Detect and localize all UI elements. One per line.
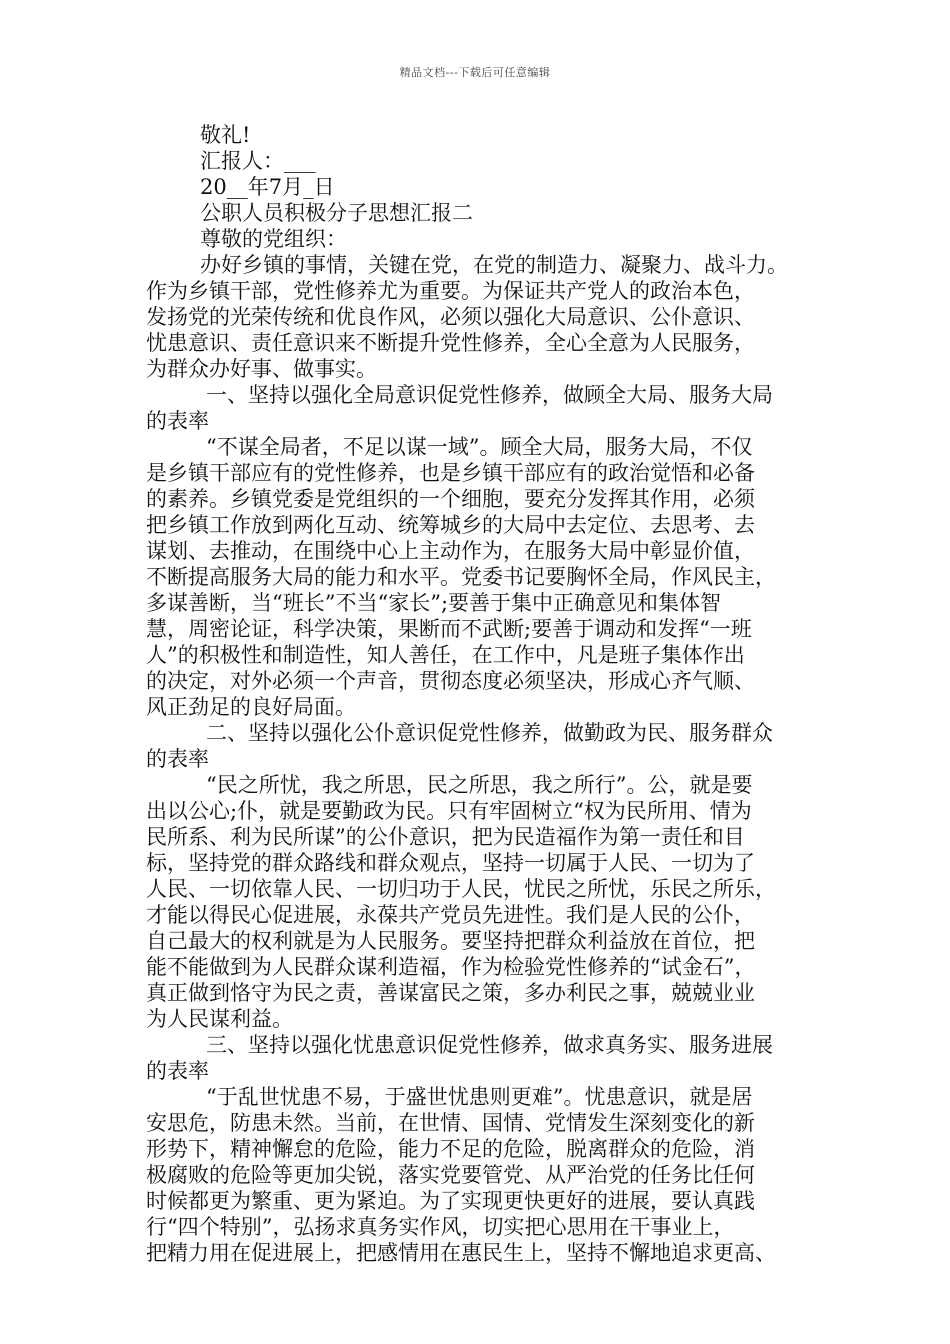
text-line: 谋划、去推动，在围绕中心上主动作为，在服务大局中彰显价值， [146, 539, 755, 563]
text-line: 发扬党的光荣传统和优良作风，必须以强化大局意识、公仆意识、 [146, 305, 755, 329]
document-body [146, 122, 826, 1266]
date-line: 20__年7月_日 [200, 175, 335, 199]
text-line: 民所系、利为民所谋”的公仆意识，把为民造福作为第一责任和目 [146, 825, 745, 849]
paragraph-section-1 [146, 434, 826, 720]
text-line: 多谋善断，当“班长”不当“家长”;要善于集中正确意见和集体智 [146, 591, 722, 615]
text-line: 慧，周密论证，科学决策，果断而不武断;要善于调动和发挥“一班 [146, 617, 752, 641]
text-line: 时候都更为繁重、更为紧迫。为了实现更快更好的进展，要认真践 [146, 1189, 755, 1213]
text-line: 标，坚持党的群众路线和群众观点，坚持一切属于人民、一切为了 [146, 851, 755, 875]
text-line: 为人民谋利益。 [146, 1007, 293, 1031]
paragraph-section-3 [146, 1084, 826, 1266]
text-line: “于乱世忧患不易，于盛世忧患则更难”。忧患意识，就是居 [206, 1085, 753, 1109]
text-line: 的决定，对外必须一个声音，贯彻态度必须坚决，形成心齐气顺、 [146, 669, 755, 693]
heading-line: 二、坚持以强化公仆意识促党性修养，做勤政为民、服务群众 [206, 721, 773, 745]
text-line: 行“四个特别”，弘扬求真务实作风，切实把心思用在干事业上， [146, 1215, 735, 1239]
text-line: 形势下，精神懈怠的危险，能力不足的危险，脱离群众的危险，消 [146, 1137, 755, 1161]
paragraph-intro [146, 252, 826, 382]
text-line: 才能以得民心促进展，永葆共产党员先进性。我们是人民的公仆， [146, 903, 755, 927]
heading-line: 的表率 [146, 1059, 209, 1083]
section-heading-3 [146, 1032, 826, 1084]
text-line: 忧患意识、责任意识来不断提升党性修养，全心全意为人民服务， [146, 331, 755, 355]
text-line: 真正做到恪守为民之责，善谋富民之策，多办利民之事，兢兢业业 [146, 981, 755, 1005]
text-line: 风正劲足的良好局面。 [146, 695, 356, 719]
document-title: 公职人员积极分子思想汇报二 [200, 201, 473, 225]
page-header: 精品文档---下载后可任意编辑 [399, 66, 551, 79]
heading-line: 三、坚持以强化忧患意识促党性修养，做求真务实、服务进展 [206, 1033, 773, 1057]
text-line: 为群众办好事、做事实。 [146, 357, 377, 381]
heading-line: 的表率 [146, 747, 209, 771]
paragraph-section-2 [146, 772, 826, 1032]
text-line: 极腐败的危险等更加尖锐，落实党要管党、从严治党的任务比任何 [146, 1163, 755, 1187]
heading-line: 一、坚持以强化全局意识促党性修养，做顾全大局、服务大局 [206, 383, 773, 407]
section-heading-1 [146, 382, 826, 434]
text-line: 把精力用在促进展上，把感情用在惠民生上，坚持不懈地追求更高、 [146, 1241, 776, 1265]
text-line: 人”的积极性和制造性，知人善任，在工作中，凡是班子集体作出 [146, 643, 745, 667]
closing-salute: 敬礼! [200, 123, 251, 147]
text-line: 是乡镇干部应有的党性修养，也是乡镇干部应有的政治觉悟和必备 [146, 461, 755, 485]
text-line: 出以公心;仆，就是要勤政为民。只有牢固树立“权为民所用、情为 [146, 799, 752, 823]
greeting: 尊敬的党组织： [200, 227, 347, 251]
text-line: 把乡镇工作放到两化互动、统筹城乡的大局中去定位、去思考、去 [146, 513, 755, 537]
text-line: 作为乡镇干部，党性修养尤为重要。为保证共产党人的政治本色， [146, 279, 755, 303]
text-line: 安思危，防患未然。当前，在世情、国情、党情发生深刻变化的新 [146, 1111, 755, 1135]
text-line: 自己最大的权利就是为人民服务。要坚持把群众利益放在首位，把 [146, 929, 755, 953]
text-line: “民之所忧，我之所思，民之所思，我之所行”。公，就是要 [206, 773, 753, 797]
text-line: 能不能做到为人民群众谋利造福，作为检验党性修养的“试金石”， [146, 955, 756, 979]
text-line: 办好乡镇的事情，关键在党，在党的制造力、凝聚力、战斗力。 [200, 253, 788, 277]
reporter-line: 汇报人：___ [200, 149, 316, 173]
heading-line: 的表率 [146, 409, 209, 433]
text-line: 不断提高服务大局的能力和水平。党委书记要胸怀全局，作风民主， [146, 565, 776, 589]
text-line: 的素养。乡镇党委是党组织的一个细胞，要充分发挥其作用，必须 [146, 487, 755, 511]
section-heading-2 [146, 720, 826, 772]
text-line: 人民、一切依靠人民、一切归功于人民，忧民之所忧，乐民之所乐， [146, 877, 776, 901]
text-line: “不谋全局者，不足以谋一域”。顾全大局，服务大局，不仅 [206, 435, 753, 459]
